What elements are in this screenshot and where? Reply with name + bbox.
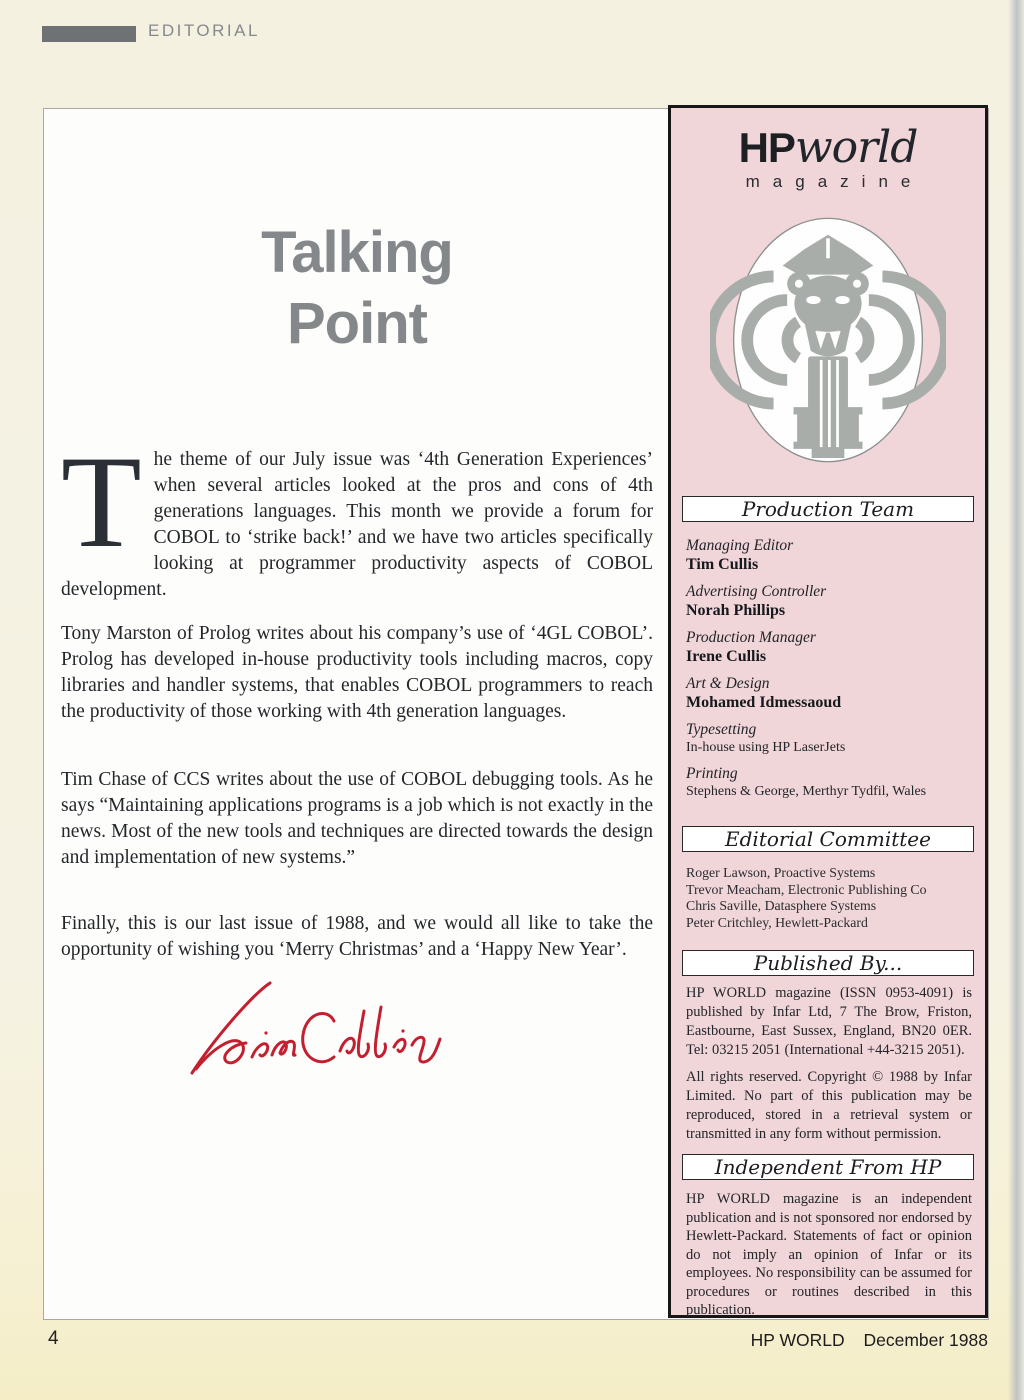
footer-magazine-name: HP WORLD bbox=[750, 1330, 845, 1350]
paragraph-intro-text: he theme of our July issue was ‘4th Generation Experiences’ when several articles looked at the pros and cons of 4th generations languages. This month we provide a forum for COBOL to ‘strike back!’ and we have two articles specifically looking at programmer productivity aspects of COBOL development. bbox=[61, 449, 653, 600]
committee-member: Trevor Meacham, Electronic Publishing Co bbox=[686, 881, 927, 897]
page-number: 4 bbox=[48, 1328, 59, 1349]
role-advertising-controller: Advertising Controller Norah Phillips bbox=[686, 583, 827, 619]
page-edge-shadow bbox=[1008, 0, 1024, 1400]
drop-cap: T bbox=[61, 428, 142, 575]
role-production-manager: Production Manager Irene Cullis bbox=[686, 629, 816, 665]
editorial-section-bar bbox=[42, 26, 136, 42]
page-title-line1: Talking bbox=[261, 220, 453, 285]
footer-magazine-date bbox=[751, 1330, 988, 1351]
hpworld-logo-world: world bbox=[794, 122, 918, 173]
committee-member: Roger Lawson, Proactive Systems bbox=[686, 865, 876, 880]
role-managing-editor: Managing Editor Tim Cullis bbox=[686, 537, 794, 573]
role-printing: Printing Stephens & George, Merthyr Tydfil, Wales bbox=[686, 765, 927, 799]
page-title-line2: Point bbox=[287, 291, 427, 356]
role-art-design: Art & Design Mohamed Idmessaoud bbox=[686, 675, 842, 711]
paragraph-ccs: Tim Chase of CCS writes about the use of COBOL debugging tools. As he says “Maintaining applications programs is a job which is not exactly in the news. Most of the new tools and techniques are directed towards the design and implementation of new systems.” bbox=[61, 769, 653, 868]
editorial-section-label: EDITORIAL bbox=[148, 21, 260, 40]
committee-member: Chris Saville, Datasphere Systems bbox=[686, 898, 877, 913]
role-typesetting: Typesetting In-house using HP LaserJets bbox=[686, 721, 846, 755]
magazine-info-sidebar bbox=[668, 105, 988, 1318]
footer-date: December 1988 bbox=[863, 1330, 988, 1350]
copyright-text: All rights reserved. Copyright © 1988 by Infar Limited. No part of this publication may be reproduced, stored in a retrieval system or transmitted in any form without permission. bbox=[686, 1069, 972, 1142]
independent-from-hp-heading: Independent From HP bbox=[682, 1154, 974, 1180]
signature-tim-cullis bbox=[184, 977, 444, 1077]
production-team-heading: Production Team bbox=[682, 496, 974, 522]
paragraph-prolog: Tony Marston of Prolog writes about his company’s use of ‘4GL COBOL’. Prolog has developed in-house productivity tools including macros, copy libraries and handler systems, that enables COBOL programmers to reach the productivity of those working with 4th generation languages. bbox=[61, 623, 653, 722]
hpworld-logo-hp: HP bbox=[738, 124, 795, 171]
independent-from-hp-text: HP WORLD magazine is an independent publication and is not sponsored nor endorsed by Hewlett-Packard. Statements of fact or opinion do not imply an opinion of Infar or its employees. No responsibility can be assumed for procedures or routines described in this publication. bbox=[686, 1191, 972, 1318]
published-by-heading: Published By... bbox=[682, 950, 974, 976]
paragraph-intro bbox=[61, 428, 653, 603]
editorial-committee-heading: Editorial Committee bbox=[682, 826, 974, 852]
committee-member: Peter Critchley, Hewlett-Packard bbox=[686, 914, 868, 930]
lion-emblem-icon bbox=[710, 198, 946, 482]
published-by-text: HP WORLD magazine (ISSN 0953-4091) is published by Infar Ltd, 7 The Brow, Friston, Eastbourne, East Sussex, England, BN20 0ER. Tel: 03215 2051 (International +44-3215 2051). bbox=[686, 985, 972, 1058]
page-title bbox=[61, 217, 653, 359]
hpworld-logo bbox=[671, 122, 985, 173]
editorial-committee-list bbox=[686, 865, 972, 931]
paragraph-closing: Finally, this is our last issue of 1988, and we would all like to take the opportunity of wishing you ‘Merry Christmas’ and a ‘Happy New Year’. bbox=[61, 913, 653, 960]
hpworld-logo-magazine: magazine bbox=[745, 172, 924, 191]
production-team-list bbox=[686, 536, 972, 808]
